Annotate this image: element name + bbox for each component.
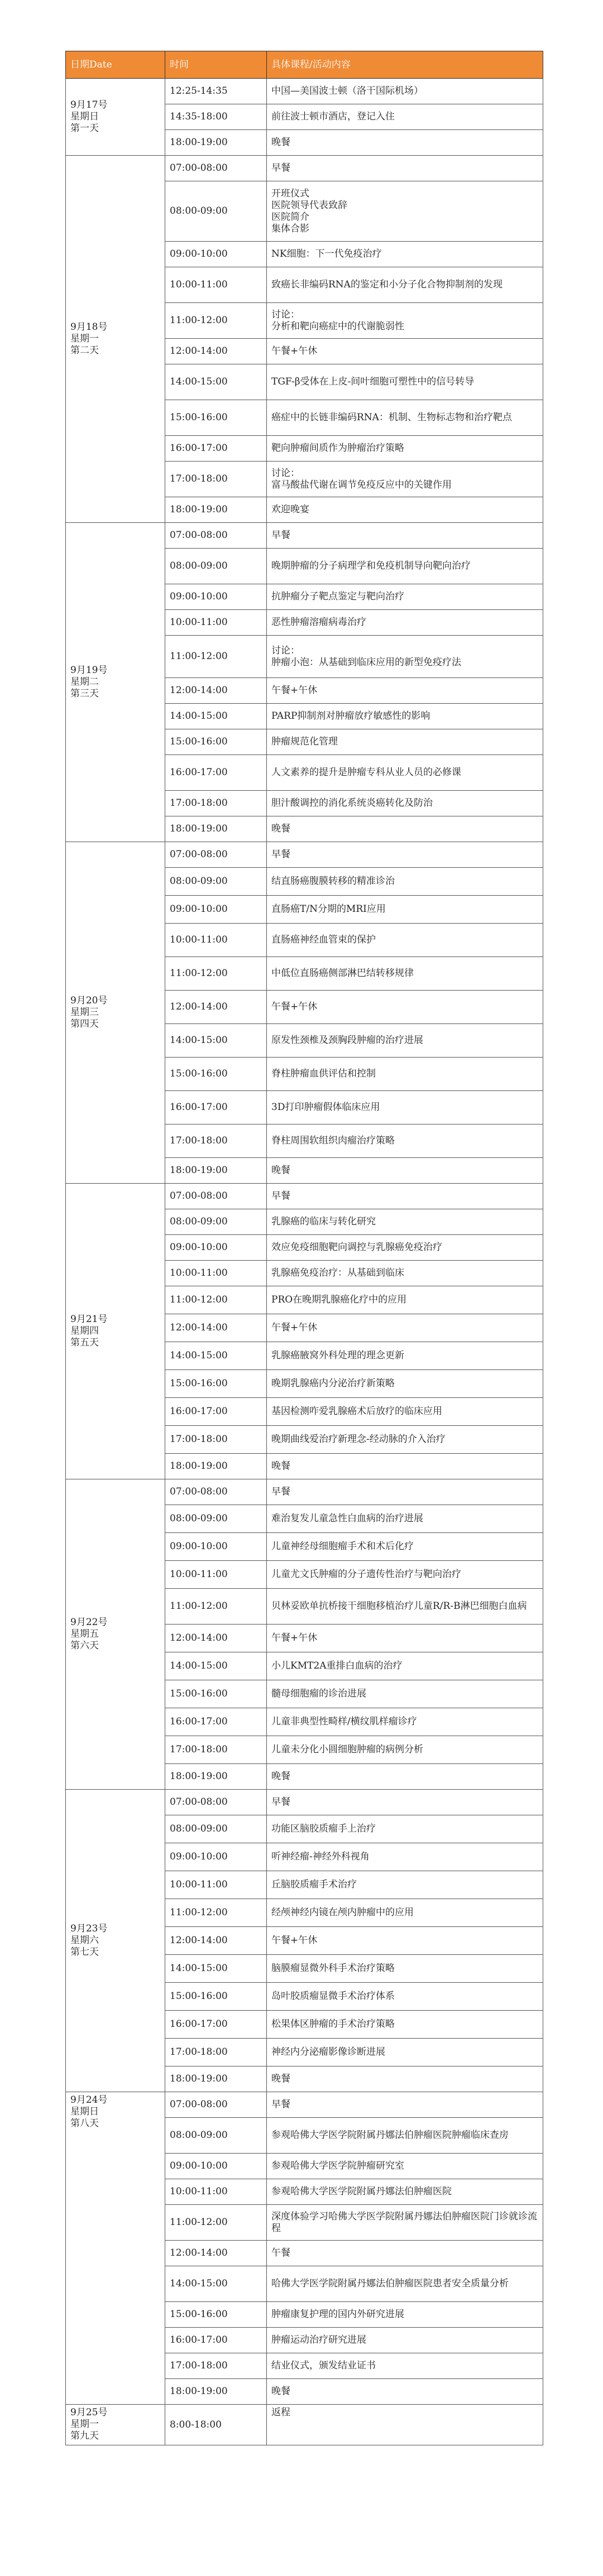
activity: 松果体区肿瘤的手术治疗策略	[267, 2011, 543, 2039]
activity: 基因检测咋爱乳腺癌术后放疗的临床应用	[267, 1398, 543, 1426]
activity: 讨论： 肿瘤小泡：从基础到临床应用的新型免疫疗法	[267, 636, 543, 678]
time-slot: 14:00-15:00	[165, 2266, 267, 2302]
time-slot: 18:00-19:00	[165, 1764, 267, 1790]
time-slot: 15:00-16:00	[165, 729, 267, 755]
activity: 晚期肿瘤的分子病理学和免疫机制导向靶向治疗	[267, 549, 543, 584]
day-label: 9月23号 星期六 第七天	[66, 1790, 165, 2092]
time-slot: 11:00-12:00	[165, 957, 267, 991]
activity: 晚餐	[267, 2066, 543, 2092]
activity: TGF-β受体在上皮-间叶细胞可塑性中的信号转导	[267, 364, 543, 400]
time-slot: 12:00-14:00	[165, 678, 267, 704]
activity: 听神经瘤-神经外科视角	[267, 1843, 543, 1871]
time-slot: 14:00-15:00	[165, 1342, 267, 1370]
activity: 晚餐	[267, 2379, 543, 2405]
schedule-table	[65, 51, 543, 2445]
activity: 恶性肿瘤溶瘤病毒治疗	[267, 610, 543, 636]
time-slot: 15:00-16:00	[165, 1680, 267, 1708]
time-slot: 08:00-09:00	[165, 1209, 267, 1235]
activity: 中低位直肠癌侧部淋巴结转移规律	[267, 957, 543, 991]
schedule-row	[66, 79, 543, 104]
time-slot: 08:00-09:00	[165, 181, 267, 242]
time-slot: 17:00-18:00	[165, 791, 267, 816]
time-slot: 10:00-11:00	[165, 1261, 267, 1286]
time-slot: 11:00-12:00	[165, 1899, 267, 1927]
activity: 哈佛大学医学院附属丹娜法伯肿瘤医院患者安全质量分析	[267, 2266, 543, 2302]
header-content: 具体课程/活动内容	[267, 51, 543, 79]
time-slot: 17:00-18:00	[165, 2353, 267, 2379]
activity: NK细胞：下一代免疫治疗	[267, 242, 543, 267]
activity: 早餐	[267, 1184, 543, 1209]
time-slot: 12:00-14:00	[165, 339, 267, 364]
activity: 午餐+午休	[267, 678, 543, 704]
time-slot: 18:00-19:00	[165, 1454, 267, 1479]
activity: 难治复发儿童急性白血病的治疗进展	[267, 1505, 543, 1533]
activity: 功能区脑胶质瘤手上治疗	[267, 1815, 543, 1843]
activity: 早餐	[267, 156, 543, 181]
activity: 乳腺癌腋窝外科处理的理念更新	[267, 1342, 543, 1370]
activity: 午餐+午休	[267, 1625, 543, 1652]
activity: 乳腺癌免疫治疗：从基础到临床	[267, 1261, 543, 1286]
time-slot: 09:00-10:00	[165, 242, 267, 267]
time-slot: 8:00-18:00	[165, 2405, 267, 2445]
time-slot: 07:00-08:00	[165, 2092, 267, 2118]
time-slot: 08:00-09:00	[165, 2118, 267, 2154]
time-slot: 15:00-16:00	[165, 1370, 267, 1398]
activity: 早餐	[267, 523, 543, 549]
activity: 欢迎晚宴	[267, 497, 543, 523]
time-slot: 10:00-11:00	[165, 1871, 267, 1899]
activity: 肿瘤运动治疗研究进展	[267, 2328, 543, 2353]
time-slot: 07:00-08:00	[165, 1479, 267, 1505]
activity: 儿童尤文氏肿瘤的分子遗传性治疗与靶向治疗	[267, 1561, 543, 1589]
time-slot: 11:00-12:00	[165, 2205, 267, 2241]
schedule-row	[66, 156, 543, 181]
activity: 直肠癌神经血管束的保护	[267, 924, 543, 957]
activity: 晚餐	[267, 1454, 543, 1479]
activity: 儿童神经母细胞瘤手术和术后化疗	[267, 1533, 543, 1561]
time-slot: 07:00-08:00	[165, 523, 267, 549]
activity: 晚餐	[267, 1158, 543, 1184]
activity: 儿童非典型性畸样/横纹肌样瘤诊疗	[267, 1708, 543, 1736]
time-slot: 09:00-10:00	[165, 1843, 267, 1871]
day-label: 9月19号 星期二 第三天	[66, 523, 165, 842]
time-slot: 18:00-19:00	[165, 2066, 267, 2092]
activity: 效应免疫细胞靶向调控与乳腺癌免疫治疗	[267, 1235, 543, 1261]
time-slot: 08:00-09:00	[165, 868, 267, 896]
activity: 乳腺癌的临床与转化研究	[267, 1209, 543, 1235]
activity: 脊柱肿瘤血供评估和控制	[267, 1058, 543, 1091]
time-slot: 18:00-19:00	[165, 1158, 267, 1184]
time-slot: 12:00-14:00	[165, 1314, 267, 1342]
time-slot: 16:00-17:00	[165, 1398, 267, 1426]
day-label: 9月24号 星期日 第八天	[66, 2092, 165, 2405]
activity: 抗肿瘤分子靶点鉴定与靶向治疗	[267, 584, 543, 610]
time-slot: 14:00-15:00	[165, 364, 267, 400]
activity: 小儿KMT2A重排白血病的治疗	[267, 1652, 543, 1680]
activity: 晚餐	[267, 1764, 543, 1790]
activity: 中国—美国波士顿（洛干国际机场）	[267, 79, 543, 104]
time-slot: 08:00-09:00	[165, 1815, 267, 1843]
day-label: 9月17号 星期日 第一天	[66, 79, 165, 156]
activity: 贝林妥欧单抗桥接干细胞移植治疗儿童R/R-B淋巴细胞白血病	[267, 1589, 543, 1625]
time-slot: 14:35-18:00	[165, 104, 267, 130]
schedule-row	[66, 2092, 543, 2118]
schedule-row	[66, 1184, 543, 1209]
activity: 讨论： 富马酸盐代谢在调节免疫反应中的关键作用	[267, 462, 543, 497]
time-slot: 09:00-10:00	[165, 2154, 267, 2179]
activity: 早餐	[267, 1479, 543, 1505]
time-slot: 14:00-15:00	[165, 1955, 267, 1983]
activity: 前往波士顿市酒店，登记入住	[267, 104, 543, 130]
time-slot: 07:00-08:00	[165, 1790, 267, 1815]
time-slot: 17:00-18:00	[165, 1736, 267, 1764]
time-slot: 12:00-14:00	[165, 991, 267, 1024]
activity: 讨论： 分析和靶向癌症中的代谢脆弱性	[267, 303, 543, 339]
time-slot: 07:00-08:00	[165, 156, 267, 181]
activity: 致癌长非编码RNA的鉴定和小分子化合物抑制剂的发现	[267, 267, 543, 303]
time-slot: 17:00-18:00	[165, 462, 267, 497]
activity: 午餐+午休	[267, 339, 543, 364]
activity: 参观哈佛大学医学院肿瘤研究室	[267, 2154, 543, 2179]
schedule-row	[66, 523, 543, 549]
time-slot: 12:00-14:00	[165, 1625, 267, 1652]
time-slot: 17:00-18:00	[165, 1124, 267, 1158]
time-slot: 14:00-15:00	[165, 704, 267, 729]
time-slot: 10:00-11:00	[165, 2179, 267, 2205]
time-slot: 11:00-12:00	[165, 1286, 267, 1314]
activity: PRO在晚期乳腺癌化疗中的应用	[267, 1286, 543, 1314]
time-slot: 18:00-19:00	[165, 816, 267, 842]
time-slot: 15:00-16:00	[165, 1058, 267, 1091]
activity: 髓母细胞瘤的诊治进展	[267, 1680, 543, 1708]
activity: 儿童未分化小圆细胞肿瘤的病例分析	[267, 1736, 543, 1764]
activity: 返程	[267, 2405, 543, 2445]
time-slot: 09:00-10:00	[165, 896, 267, 924]
activity: 岛叶胶质瘤显微手术治疗体系	[267, 1983, 543, 2011]
time-slot: 12:25-14:35	[165, 79, 267, 104]
time-slot: 17:00-18:00	[165, 1426, 267, 1454]
time-slot: 10:00-11:00	[165, 610, 267, 636]
time-slot: 10:00-11:00	[165, 924, 267, 957]
time-slot: 09:00-10:00	[165, 584, 267, 610]
time-slot: 15:00-16:00	[165, 400, 267, 436]
activity: 早餐	[267, 1790, 543, 1815]
time-slot: 11:00-12:00	[165, 1589, 267, 1625]
time-slot: 11:00-12:00	[165, 303, 267, 339]
activity: 早餐	[267, 2092, 543, 2118]
time-slot: 16:00-17:00	[165, 1708, 267, 1736]
activity: 参观哈佛大学医学院附属丹娜法伯肿瘤医院肿瘤临床查房	[267, 2118, 543, 2154]
activity: 午餐	[267, 2241, 543, 2266]
activity: 原发性颈椎及颈胸段肿瘤的治疗进展	[267, 1024, 543, 1058]
schedule-row	[66, 2405, 543, 2445]
time-slot: 10:00-11:00	[165, 1561, 267, 1589]
activity: 午餐+午休	[267, 1314, 543, 1342]
activity: 晚期曲线爱治疗新理念-经动脉的介入治疗	[267, 1426, 543, 1454]
time-slot: 18:00-19:00	[165, 2379, 267, 2405]
activity: 午餐+午休	[267, 991, 543, 1024]
activity: 脑膜瘤显微外科手术治疗策略	[267, 1955, 543, 1983]
activity: 晚餐	[267, 130, 543, 156]
schedule-row	[66, 1479, 543, 1505]
activity: 结直肠癌腹膜转移的精准诊治	[267, 868, 543, 896]
time-slot: 07:00-08:00	[165, 1184, 267, 1209]
time-slot: 08:00-09:00	[165, 1505, 267, 1533]
schedule-row	[66, 1790, 543, 1815]
activity: 参观哈佛大学医学院附属丹娜法伯肿瘤医院	[267, 2179, 543, 2205]
time-slot: 10:00-11:00	[165, 267, 267, 303]
time-slot: 16:00-17:00	[165, 1091, 267, 1124]
activity: 神经内分泌瘤影像诊断进展	[267, 2039, 543, 2066]
time-slot: 16:00-17:00	[165, 2328, 267, 2353]
day-label: 9月22号 星期五 第六天	[66, 1479, 165, 1790]
activity: 癌症中的长链非编码RNA：机制、生物标志物和治疗靶点	[267, 400, 543, 436]
activity: 午餐+午休	[267, 1927, 543, 1955]
time-slot: 11:00-12:00	[165, 636, 267, 678]
activity: 脊柱周围软组织肉瘤治疗策略	[267, 1124, 543, 1158]
activity: 开班仪式 医院领导代表致辞 医院简介 集体合影	[267, 181, 543, 242]
activity: 深度体验学习哈佛大学医学院附属丹娜法伯肿瘤医院门诊就诊流程	[267, 2205, 543, 2241]
time-slot: 08:00-09:00	[165, 549, 267, 584]
day-label: 9月21号 星期四 第五天	[66, 1184, 165, 1479]
activity: 早餐	[267, 842, 543, 868]
time-slot: 14:00-15:00	[165, 1024, 267, 1058]
time-slot: 17:00-18:00	[165, 2039, 267, 2066]
time-slot: 15:00-16:00	[165, 2302, 267, 2328]
time-slot: 09:00-10:00	[165, 1533, 267, 1561]
activity: 胆汁酸调控的消化系统炎癌转化及防治	[267, 791, 543, 816]
activity: PARP抑制剂对肿瘤放疗敏感性的影响	[267, 704, 543, 729]
activity: 结业仪式，颁发结业证书	[267, 2353, 543, 2379]
time-slot: 16:00-17:00	[165, 436, 267, 462]
schedule-row	[66, 842, 543, 868]
activity: 晚期乳腺癌内分泌治疗新策略	[267, 1370, 543, 1398]
time-slot: 07:00-08:00	[165, 842, 267, 868]
time-slot: 16:00-17:00	[165, 755, 267, 791]
header-row	[66, 51, 543, 79]
header-date: 日期Date	[66, 51, 165, 79]
activity: 3D打印肿瘤假体临床应用	[267, 1091, 543, 1124]
time-slot: 12:00-14:00	[165, 2241, 267, 2266]
activity: 直肠癌T/N分期的MRI应用	[267, 896, 543, 924]
time-slot: 18:00-19:00	[165, 130, 267, 156]
day-label: 9月18号 星期一 第二天	[66, 156, 165, 523]
time-slot: 12:00-14:00	[165, 1927, 267, 1955]
day-label: 9月20号 星期三 第四天	[66, 842, 165, 1184]
activity: 肿瘤康复护理的国内外研究进展	[267, 2302, 543, 2328]
time-slot: 09:00-10:00	[165, 1235, 267, 1261]
activity: 晚餐	[267, 816, 543, 842]
time-slot: 16:00-17:00	[165, 2011, 267, 2039]
header-time: 时间	[165, 51, 267, 79]
time-slot: 14:00-15:00	[165, 1652, 267, 1680]
activity: 人文素养的提升是肿瘤专科从业人员的必修课	[267, 755, 543, 791]
activity: 丘脑胶质瘤手术治疗	[267, 1871, 543, 1899]
activity: 靶向肿瘤间质作为肿瘤治疗策略	[267, 436, 543, 462]
time-slot: 15:00-16:00	[165, 1983, 267, 2011]
activity: 经颅神经内镜在颅内肿瘤中的应用	[267, 1899, 543, 1927]
time-slot: 18:00-19:00	[165, 497, 267, 523]
activity: 肿瘤规范化管理	[267, 729, 543, 755]
day-label: 9月25号 星期一 第九天	[66, 2405, 165, 2445]
